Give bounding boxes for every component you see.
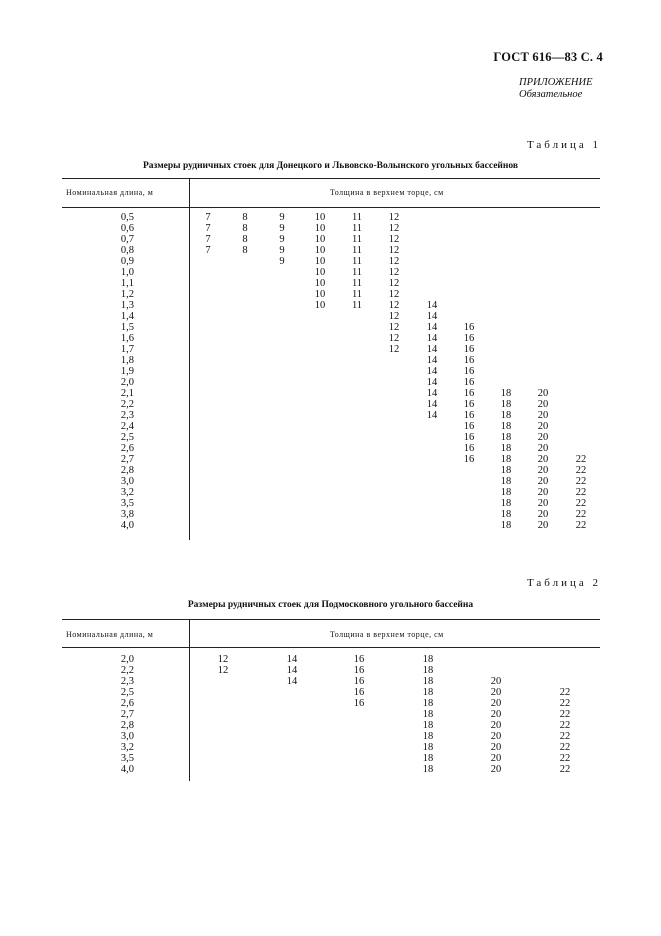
thickness-cell: 12 — [388, 344, 400, 355]
thickness-cell: 18 — [500, 410, 512, 421]
length-cell: 2,2 — [120, 399, 134, 410]
table2-top-rule — [62, 619, 600, 620]
table1-header-length: Номинальная длина, м — [66, 188, 154, 197]
length-cell: 3,5 — [120, 753, 134, 764]
length-cell: 3,0 — [120, 731, 134, 742]
thickness-cell: 22 — [559, 698, 571, 709]
thickness-cell: 14 — [426, 366, 438, 377]
thickness-cell: 9 — [279, 212, 285, 223]
table2-caption: Размеры рудничных стоек для Подмосковного угольного бассейна — [187, 600, 474, 610]
thickness-cell: 14 — [426, 300, 438, 311]
thickness-cell: 11 — [351, 289, 363, 300]
thickness-cell: 20 — [537, 487, 549, 498]
thickness-cell: 8 — [242, 234, 248, 245]
thickness-cell: 9 — [279, 234, 285, 245]
thickness-cell: 11 — [351, 223, 363, 234]
thickness-cell: 12 — [217, 654, 229, 665]
length-cell: 0,6 — [120, 223, 134, 234]
thickness-cell: 11 — [351, 300, 363, 311]
length-cell: 1,7 — [120, 344, 134, 355]
thickness-cell: 20 — [537, 388, 549, 399]
length-cell: 1,0 — [120, 267, 134, 278]
thickness-cell: 10 — [314, 223, 326, 234]
thickness-cell: 16 — [353, 698, 365, 709]
length-cell: 2,7 — [120, 709, 134, 720]
thickness-cell: 16 — [463, 432, 475, 443]
thickness-cell: 12 — [388, 245, 400, 256]
thickness-cell: 22 — [575, 454, 587, 465]
thickness-cell: 18 — [500, 388, 512, 399]
thickness-cell: 22 — [559, 720, 571, 731]
thickness-cell: 16 — [463, 333, 475, 344]
thickness-cell: 11 — [351, 278, 363, 289]
thickness-cell: 20 — [537, 520, 549, 531]
thickness-cell: 22 — [559, 709, 571, 720]
thickness-cell: 22 — [575, 487, 587, 498]
thickness-cell: 18 — [422, 731, 434, 742]
thickness-cell: 18 — [500, 454, 512, 465]
thickness-cell: 20 — [537, 465, 549, 476]
table2-header-rule — [62, 647, 600, 648]
table1-header-rule — [62, 207, 600, 208]
length-cell: 3,2 — [120, 742, 134, 753]
thickness-cell: 8 — [242, 223, 248, 234]
length-cell: 2,3 — [120, 410, 134, 421]
thickness-cell: 10 — [314, 212, 326, 223]
thickness-cell: 12 — [388, 278, 400, 289]
thickness-cell: 20 — [490, 687, 502, 698]
thickness-cell: 18 — [422, 698, 434, 709]
thickness-cell: 8 — [242, 245, 248, 256]
length-cell: 2,0 — [120, 377, 134, 388]
thickness-cell: 16 — [463, 399, 475, 410]
length-cell: 1,4 — [120, 311, 134, 322]
thickness-cell: 16 — [463, 355, 475, 366]
thickness-cell: 12 — [388, 267, 400, 278]
thickness-cell: 22 — [559, 731, 571, 742]
thickness-cell: 16 — [463, 454, 475, 465]
thickness-cell: 18 — [500, 520, 512, 531]
thickness-cell: 14 — [426, 377, 438, 388]
thickness-cell: 11 — [351, 256, 363, 267]
thickness-cell: 12 — [388, 234, 400, 245]
thickness-cell: 20 — [490, 764, 502, 775]
thickness-cell: 9 — [279, 256, 285, 267]
thickness-cell: 14 — [426, 322, 438, 333]
thickness-cell: 20 — [537, 509, 549, 520]
table1-caption: Размеры рудничных стоек для Донецкого и Львовско-Волынского угольных бассейнов — [142, 161, 519, 171]
thickness-cell: 22 — [559, 687, 571, 698]
thickness-cell: 20 — [537, 399, 549, 410]
thickness-cell: 14 — [426, 311, 438, 322]
thickness-cell: 14 — [426, 388, 438, 399]
thickness-cell: 14 — [286, 676, 298, 687]
thickness-cell: 18 — [500, 432, 512, 443]
thickness-cell: 11 — [351, 212, 363, 223]
thickness-cell: 16 — [353, 654, 365, 665]
thickness-cell: 10 — [314, 289, 326, 300]
thickness-cell: 18 — [422, 753, 434, 764]
thickness-cell: 16 — [463, 366, 475, 377]
thickness-cell: 10 — [314, 256, 326, 267]
thickness-cell: 16 — [463, 322, 475, 333]
thickness-cell: 12 — [388, 223, 400, 234]
length-cell: 0,5 — [120, 212, 134, 223]
thickness-cell: 16 — [463, 443, 475, 454]
table1-top-rule — [62, 178, 600, 179]
length-cell: 3,8 — [120, 509, 134, 520]
length-cell: 1,9 — [120, 366, 134, 377]
page-header: ГОСТ 616—83 С. 4 — [493, 50, 603, 64]
thickness-cell: 12 — [388, 212, 400, 223]
length-cell: 4,0 — [120, 520, 134, 531]
thickness-cell: 16 — [353, 665, 365, 676]
thickness-cell: 14 — [426, 399, 438, 410]
thickness-cell: 20 — [490, 676, 502, 687]
length-cell: 2,0 — [120, 654, 134, 665]
appendix-subtitle: Обязательное — [519, 89, 583, 100]
thickness-cell: 18 — [500, 421, 512, 432]
length-cell: 1,2 — [120, 289, 134, 300]
thickness-cell: 20 — [490, 709, 502, 720]
thickness-cell: 9 — [279, 223, 285, 234]
length-cell: 2,6 — [120, 443, 134, 454]
thickness-cell: 10 — [314, 278, 326, 289]
thickness-cell: 18 — [500, 509, 512, 520]
thickness-cell: 7 — [205, 223, 211, 234]
length-cell: 1,8 — [120, 355, 134, 366]
thickness-cell: 11 — [351, 267, 363, 278]
thickness-cell: 18 — [422, 654, 434, 665]
thickness-cell: 12 — [388, 322, 400, 333]
thickness-cell: 7 — [205, 245, 211, 256]
table2-header-length: Номинальная длина, м — [66, 630, 154, 639]
thickness-cell: 20 — [490, 753, 502, 764]
thickness-cell: 7 — [205, 212, 211, 223]
thickness-cell: 22 — [575, 498, 587, 509]
thickness-cell: 16 — [353, 676, 365, 687]
thickness-cell: 20 — [490, 731, 502, 742]
thickness-cell: 18 — [422, 764, 434, 775]
thickness-cell: 11 — [351, 234, 363, 245]
thickness-cell: 20 — [537, 498, 549, 509]
thickness-cell: 20 — [490, 698, 502, 709]
thickness-cell: 18 — [422, 665, 434, 676]
appendix-block — [519, 77, 593, 101]
thickness-cell: 12 — [217, 665, 229, 676]
length-cell: 2,8 — [120, 465, 134, 476]
length-cell: 2,2 — [120, 665, 134, 676]
thickness-cell: 12 — [388, 311, 400, 322]
thickness-cell: 20 — [537, 454, 549, 465]
thickness-cell: 22 — [559, 764, 571, 775]
thickness-cell: 18 — [500, 443, 512, 454]
length-cell: 1,3 — [120, 300, 134, 311]
thickness-cell: 18 — [500, 399, 512, 410]
thickness-cell: 14 — [426, 410, 438, 421]
length-cell: 1,6 — [120, 333, 134, 344]
thickness-cell: 12 — [388, 256, 400, 267]
thickness-cell: 22 — [575, 476, 587, 487]
thickness-cell: 11 — [351, 245, 363, 256]
thickness-cell: 8 — [242, 212, 248, 223]
length-cell: 0,8 — [120, 245, 134, 256]
length-cell: 2,8 — [120, 720, 134, 731]
thickness-cell: 12 — [388, 300, 400, 311]
thickness-cell: 22 — [559, 753, 571, 764]
thickness-cell: 16 — [463, 344, 475, 355]
thickness-cell: 12 — [388, 333, 400, 344]
thickness-cell: 20 — [537, 476, 549, 487]
table1-column-divider — [189, 178, 190, 540]
table2-header-thickness: Толщина в верхнем торце, см — [330, 630, 444, 639]
thickness-cell: 16 — [463, 410, 475, 421]
thickness-cell: 9 — [279, 245, 285, 256]
length-cell: 2,1 — [120, 388, 134, 399]
thickness-cell: 18 — [422, 720, 434, 731]
thickness-cell: 10 — [314, 234, 326, 245]
length-cell: 0,7 — [120, 234, 134, 245]
length-cell: 4,0 — [120, 764, 134, 775]
length-cell: 1,1 — [120, 278, 134, 289]
thickness-cell: 10 — [314, 245, 326, 256]
thickness-cell: 16 — [353, 687, 365, 698]
thickness-cell: 16 — [463, 421, 475, 432]
thickness-cell: 18 — [500, 465, 512, 476]
thickness-cell: 20 — [490, 742, 502, 753]
thickness-cell: 10 — [314, 267, 326, 278]
thickness-cell: 14 — [426, 333, 438, 344]
thickness-cell: 18 — [500, 498, 512, 509]
thickness-cell: 22 — [575, 465, 587, 476]
thickness-cell: 7 — [205, 234, 211, 245]
length-cell: 1,5 — [120, 322, 134, 333]
length-cell: 3,2 — [120, 487, 134, 498]
thickness-cell: 14 — [426, 344, 438, 355]
table1-header-thickness: Толщина в верхнем торце, см — [330, 188, 444, 197]
thickness-cell: 22 — [559, 742, 571, 753]
length-cell: 2,6 — [120, 698, 134, 709]
table1-label: Таблица 1 — [526, 139, 601, 151]
thickness-cell: 18 — [422, 687, 434, 698]
thickness-cell: 12 — [388, 289, 400, 300]
thickness-cell: 18 — [422, 742, 434, 753]
thickness-cell: 16 — [463, 388, 475, 399]
thickness-cell: 14 — [286, 665, 298, 676]
length-cell: 2,4 — [120, 421, 134, 432]
length-cell: 2,7 — [120, 454, 134, 465]
length-cell: 0,9 — [120, 256, 134, 267]
thickness-cell: 18 — [500, 476, 512, 487]
thickness-cell: 22 — [575, 520, 587, 531]
length-cell: 2,5 — [120, 687, 134, 698]
length-cell: 3,0 — [120, 476, 134, 487]
length-cell: 2,5 — [120, 432, 134, 443]
table2-column-divider — [189, 619, 190, 781]
thickness-cell: 22 — [575, 509, 587, 520]
appendix-title: ПРИЛОЖЕНИЕ — [519, 77, 593, 88]
thickness-cell: 20 — [537, 410, 549, 421]
thickness-cell: 20 — [537, 421, 549, 432]
length-cell: 3,5 — [120, 498, 134, 509]
thickness-cell: 18 — [500, 487, 512, 498]
thickness-cell: 20 — [537, 443, 549, 454]
thickness-cell: 18 — [422, 709, 434, 720]
length-cell: 2,3 — [120, 676, 134, 687]
table2-label: Таблица 2 — [526, 577, 601, 589]
thickness-cell: 10 — [314, 300, 326, 311]
thickness-cell: 14 — [286, 654, 298, 665]
thickness-cell: 18 — [422, 676, 434, 687]
thickness-cell: 16 — [463, 377, 475, 388]
thickness-cell: 20 — [537, 432, 549, 443]
thickness-cell: 20 — [490, 720, 502, 731]
thickness-cell: 14 — [426, 355, 438, 366]
